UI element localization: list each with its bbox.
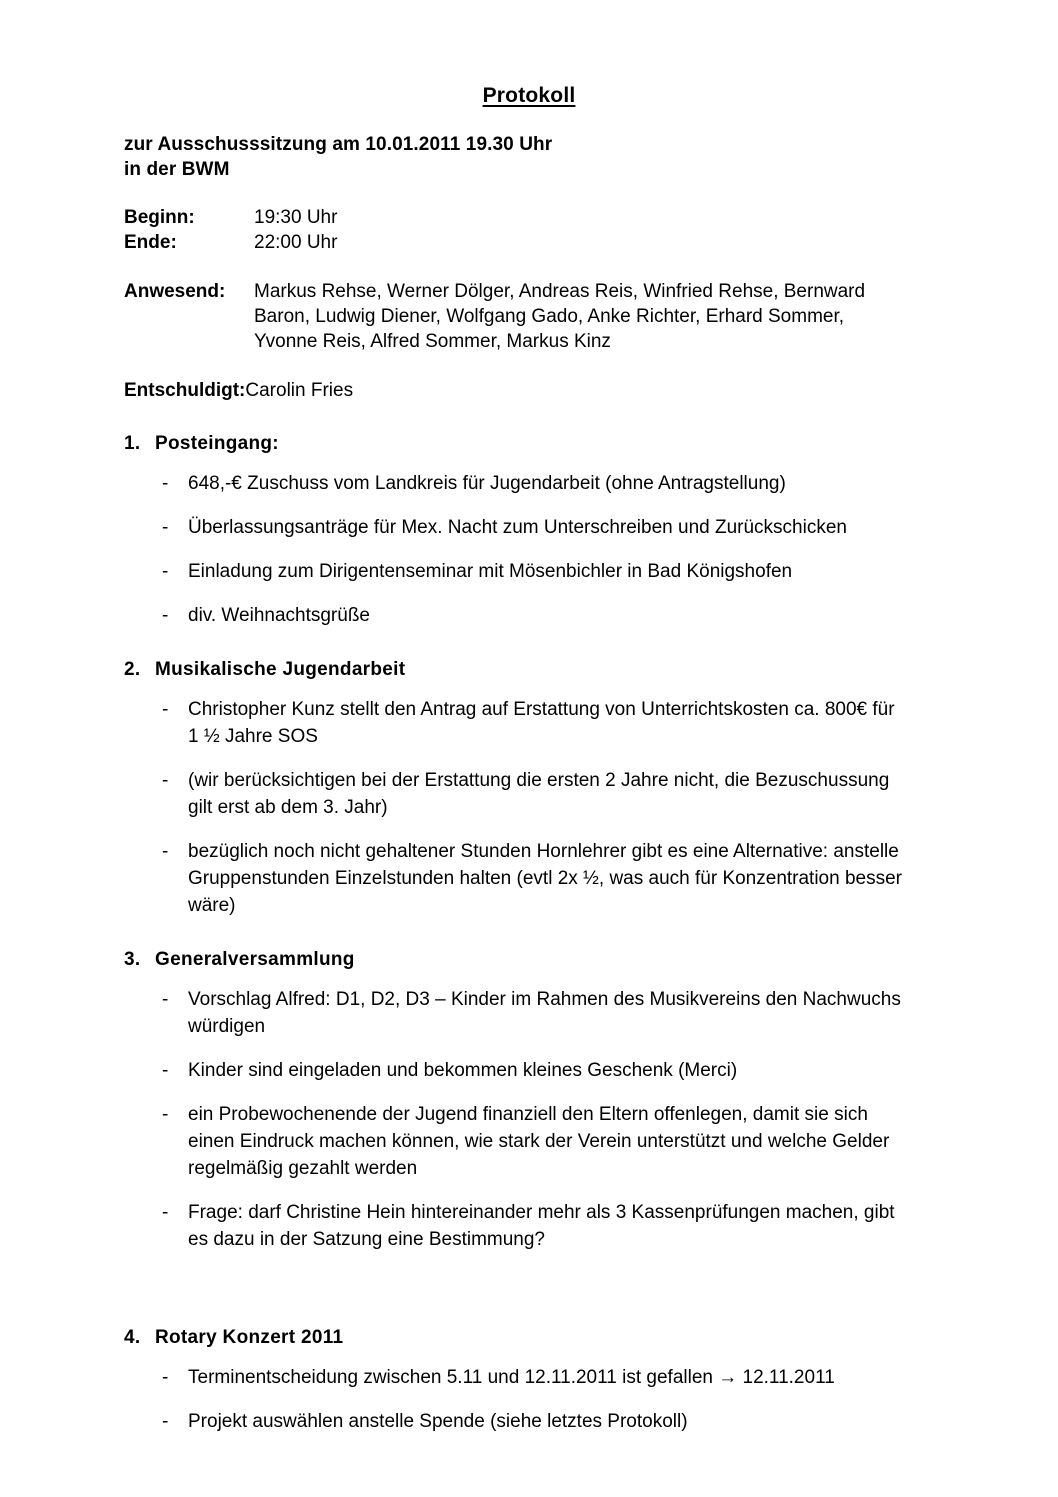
bullet-dash-icon: - (162, 699, 169, 720)
meeting-times (124, 205, 936, 255)
bullet-item (124, 696, 936, 750)
section-number: 2. (124, 659, 141, 680)
meeting-begin-row (124, 205, 936, 230)
bullet-text-line: gilt erst ab dem 3. Jahr) (188, 797, 388, 818)
bullet-dash-icon: - (162, 517, 169, 538)
attendees-row (124, 279, 936, 354)
bullet-dash-icon: - (162, 1060, 169, 1081)
section-number: 1. (124, 433, 141, 454)
bullet-item (124, 470, 936, 497)
bullet-item (124, 767, 936, 821)
bullet-text-line: regelmäßig gezahlt werden (188, 1158, 418, 1179)
meeting-end-row (124, 230, 936, 255)
bullet-text-line: Gruppenstunden Einzelstunden halten (evtl 2x ½, was auch für Konzentration besser (188, 868, 902, 889)
bullet-text-line: (wir berücksichtigen bei der Erstattung die ersten 2 Jahre nicht, die Bezuschussung (188, 770, 890, 791)
bullet-text (188, 838, 936, 919)
section-title: Musikalische Jugendarbeit (155, 659, 406, 680)
section-number: 4. (124, 1327, 141, 1348)
bullet-dash-icon: - (162, 1411, 169, 1432)
section-heading (124, 431, 936, 456)
bullet-item (124, 1408, 936, 1435)
bullet-text-line: Vorschlag Alfred: D1, D2, D3 – Kinder im Rahmen des Musikvereins den Nachwuchs (188, 989, 901, 1010)
bullet-text (188, 1408, 936, 1435)
bullet-text (188, 602, 936, 629)
bullet-list (124, 1364, 936, 1435)
bullet-dash-icon: - (162, 561, 169, 582)
section-title: Posteingang: (155, 433, 279, 454)
bullet-text-line: würdigen (188, 1016, 266, 1037)
page-title-text: Protokoll (482, 84, 576, 107)
bullet-item (124, 838, 936, 919)
bullet-text-line: Einladung zum Dirigentenseminar mit Mösenbichler in Bad Königshofen (188, 561, 793, 582)
bullet-text-line: ein Probewochenende der Jugend finanziell den Eltern offenlegen, damit sie sich (188, 1104, 868, 1125)
bullet-item (124, 1199, 936, 1253)
bullet-text-line: 648,-€ Zuschuss vom Landkreis für Jugendarbeit (ohne Antragstellung) (188, 473, 786, 494)
attendees-line-1: Markus Rehse, Werner Dölger, Andreas Reis, Winfried Rehse, Bernward (254, 281, 866, 302)
attendees-list (254, 279, 936, 354)
bullet-item (124, 514, 936, 541)
bullet-text-line: einen Eindruck machen können, wie stark der Verein unterstützt und welche Gelder (188, 1131, 890, 1152)
bullet-text-line: es dazu in der Satzung eine Bestimmung? (188, 1229, 545, 1250)
section-title: Rotary Konzert 2011 (155, 1327, 344, 1348)
excused-value: Carolin Fries (245, 380, 354, 401)
bullet-text-line: bezüglich noch nicht gehaltener Stunden Hornlehrer gibt es eine Alternative: anstelle (188, 841, 899, 862)
bullet-text-line: div. Weihnachtsgrüße (188, 605, 370, 626)
bullet-text-line: Kinder sind eingeladen und bekommen kleines Geschenk (Merci) (188, 1060, 738, 1081)
bullet-item (124, 1101, 936, 1182)
bullet-item (124, 602, 936, 629)
bullet-item (124, 1364, 936, 1391)
bullet-list (124, 696, 936, 919)
section (124, 1325, 936, 1435)
meeting-end-label: Ende: (124, 232, 177, 253)
document-body (124, 132, 936, 1435)
document-subtitle (124, 132, 936, 182)
bullet-dash-icon: - (162, 770, 169, 791)
bullet-dash-icon: - (162, 473, 169, 494)
bullet-text (188, 1364, 936, 1391)
bullet-dash-icon: - (162, 1202, 169, 1223)
bullet-item (124, 1057, 936, 1084)
section-heading (124, 947, 936, 972)
bullet-text (188, 470, 936, 497)
bullet-text-line: Terminentscheidung zwischen 5.11 und 12.11.2011 ist gefallen → 12.11.2011 (188, 1367, 835, 1388)
section (124, 431, 936, 629)
sections-container (124, 431, 936, 1435)
section-number: 3. (124, 949, 141, 970)
page-title (0, 84, 1058, 108)
bullet-dash-icon: - (162, 1104, 169, 1125)
bullet-text (188, 696, 936, 750)
bullet-list (124, 986, 936, 1253)
attendees-label: Anwesend: (124, 281, 226, 302)
bullet-text (188, 1057, 936, 1084)
bullet-dash-icon: - (162, 989, 169, 1010)
bullet-dash-icon: - (162, 841, 169, 862)
bullet-text-line: 1 ½ Jahre SOS (188, 726, 318, 747)
section-heading (124, 1325, 936, 1350)
bullet-text (188, 558, 936, 585)
bullet-text-line: Projekt auswählen anstelle Spende (siehe letztes Protokoll) (188, 1411, 688, 1432)
meeting-end-value: 22:00 Uhr (254, 232, 338, 253)
bullet-text (188, 767, 936, 821)
bullet-item (124, 558, 936, 585)
bullet-text (188, 986, 936, 1040)
section-heading (124, 657, 936, 682)
subtitle-line-1: zur Ausschusssitzung am 10.01.2011 19.30 Uhr (124, 134, 553, 155)
section (124, 657, 936, 919)
bullet-item (124, 986, 936, 1040)
meeting-begin-value: 19:30 Uhr (254, 207, 338, 228)
bullet-dash-icon: - (162, 1367, 169, 1388)
bullet-text (188, 1101, 936, 1182)
bullet-text-line: Christopher Kunz stellt den Antrag auf Erstattung von Unterrichtskosten ca. 800€ für (188, 699, 895, 720)
excused-row (124, 378, 936, 403)
section (124, 947, 936, 1253)
meeting-begin-label: Beginn: (124, 207, 195, 228)
bullet-dash-icon: - (162, 605, 169, 626)
attendees-line-2: Baron, Ludwig Diener, Wolfgang Gado, Anke Richter, Erhard Sommer, (254, 306, 845, 327)
subtitle-line-2: in der BWM (124, 159, 230, 180)
bullet-list (124, 470, 936, 629)
bullet-text-line: wäre) (188, 895, 236, 916)
bullet-text-line: Frage: darf Christine Hein hintereinander mehr als 3 Kassenprüfungen machen, gibt (188, 1202, 895, 1223)
bullet-text (188, 1199, 936, 1253)
attendees-line-3: Yvonne Reis, Alfred Sommer, Markus Kinz (254, 331, 611, 352)
section-title: Generalversammlung (155, 949, 355, 970)
excused-label: Entschuldigt: (124, 380, 246, 401)
bullet-text (188, 514, 936, 541)
bullet-text-line: Überlassungsanträge für Mex. Nacht zum Unterschreiben und Zurückschicken (188, 517, 847, 538)
